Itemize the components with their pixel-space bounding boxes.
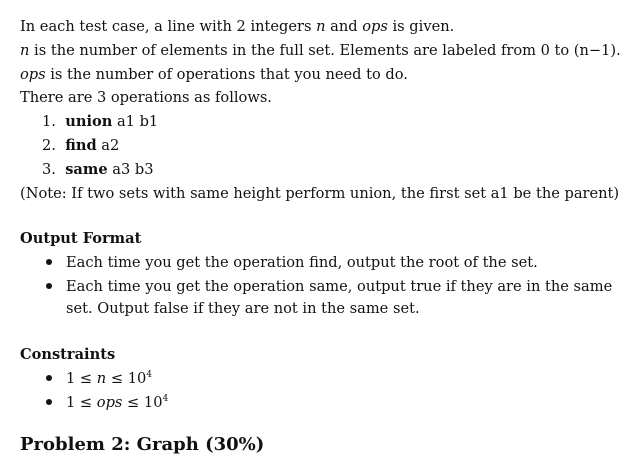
operation-item-union: 1. union a1 b1 (42, 113, 159, 130)
intro-line-4: There are 3 operations as follows. (20, 89, 272, 106)
constraint-n: $1 \le n \le 10^4$ (66, 370, 153, 387)
bullet-icon (46, 375, 52, 381)
bullet-icon (46, 399, 52, 405)
constraints-heading: Constraints (20, 346, 116, 363)
intro-line-2: n is the number of elements in the full set. Elements are labeled from 0 to (n−1). (20, 42, 621, 59)
var-ops: ops (362, 18, 388, 35)
intro-line-3: ops is the number of operations that you need to do. (20, 66, 408, 83)
output-format-item-1: Each time you get the operation find, output the root of the set. (66, 254, 538, 271)
bullet-icon (46, 283, 52, 289)
note-text: (Note: If two sets with same height perform union, the first set a1 be the parent) (20, 185, 620, 202)
operation-item-same: 3. same a3 b3 (42, 161, 154, 178)
var-n: n (316, 18, 326, 35)
var-ops: ops (20, 66, 46, 83)
var-n: n (20, 42, 30, 59)
output-format-item-2: Each time you get the operation same, output true if they are in the same (66, 278, 613, 295)
output-format-heading: Output Format (20, 230, 142, 247)
bullet-icon (46, 259, 52, 265)
intro-line-1: In each test case, a line with 2 integers n and ops is given. (20, 18, 455, 35)
constraint-ops: 1 ≤ ops ≤ $10^4$ (66, 394, 169, 411)
operation-item-find: 2. find a2 (42, 137, 120, 154)
next-problem-heading: Problem 2: Graph (30%) (20, 434, 265, 455)
output-format-item-2-continued: set. Output false if they are not in the same set. (66, 300, 420, 317)
